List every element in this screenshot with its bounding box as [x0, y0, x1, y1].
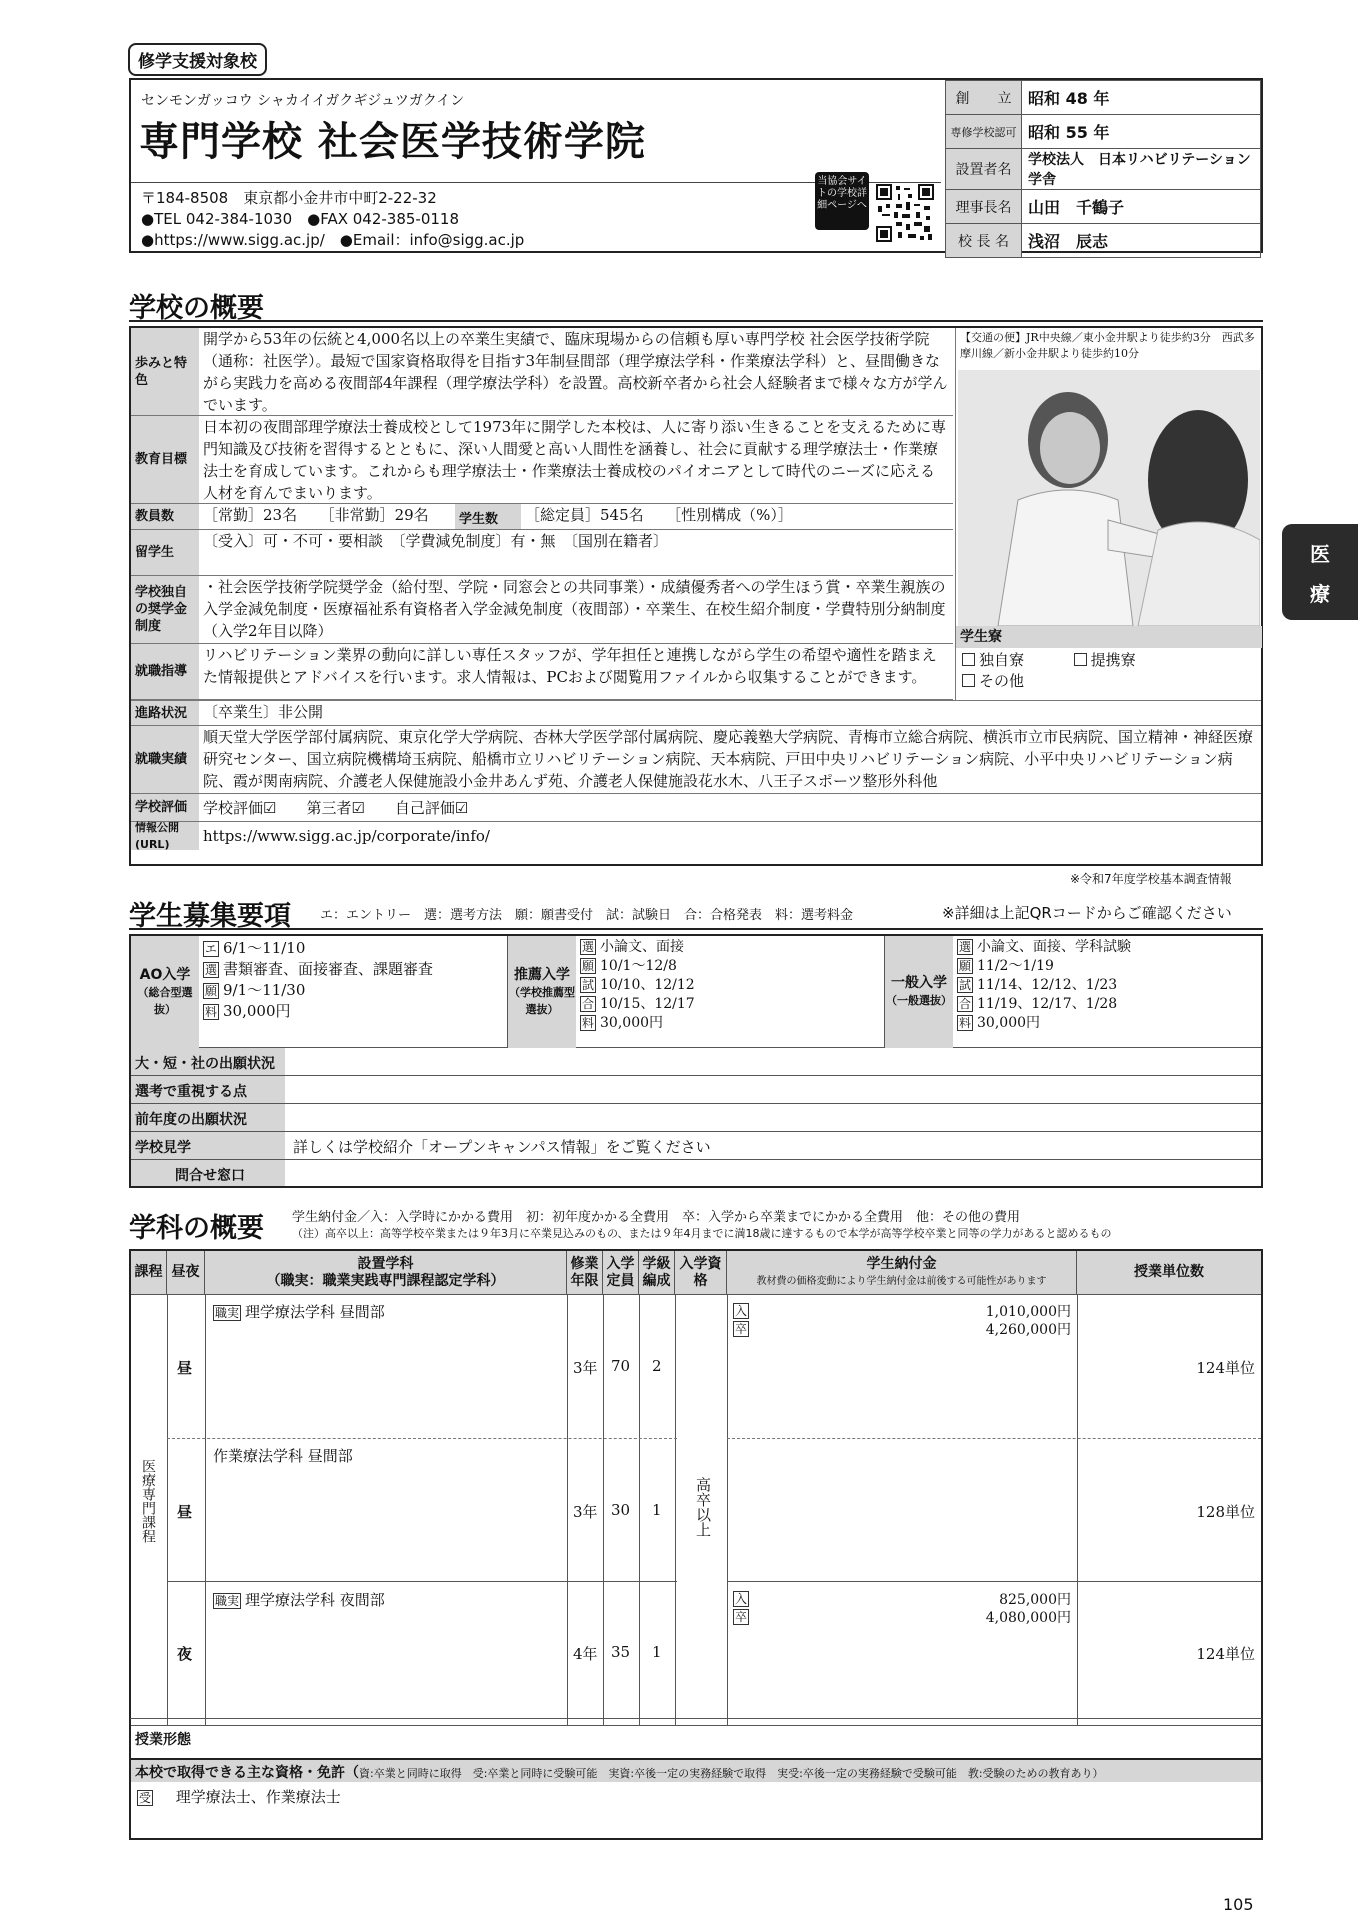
- result-tag: 合: [582, 997, 595, 1011]
- fee-in-tag: [733, 1589, 753, 1607]
- fee-total-label: 卒: [735, 1610, 748, 1624]
- overview-side: [955, 328, 1261, 700]
- units-value: 124単位: [1196, 1359, 1255, 1377]
- course-name: 医療専門課程: [140, 1459, 156, 1543]
- method-tag: 選: [582, 940, 595, 954]
- dorm-option: その他: [979, 672, 1025, 690]
- overview-row: [131, 794, 1261, 822]
- years-value: 3年: [573, 1359, 598, 1377]
- years-value: 3年: [573, 1503, 598, 1521]
- dept-heading: 学科の概要: [129, 1213, 264, 1244]
- vocational-tag: 職実: [215, 1306, 240, 1320]
- overview-value: 日本初の夜間部理学療法士養成校として1973年に開学した本校は、人に寄り添い生きることを支えるために専門知識及び技術を習得するとともに、深い人間愛と高い人間性を涵養し、社会に貢献する理学療法士・作業療法士を育成しています。これからも理学療法士・作業療法士養成校のパイオニアとして時代のニーズに応える人材を育んでまいります。: [203, 418, 947, 502]
- overview-row: [131, 726, 1261, 794]
- time-value: 昼: [177, 1503, 193, 1521]
- ippan-details: [957, 938, 1131, 1033]
- recruit-row-value: 詳しくは学校紹介「オープンキャンパス情報」をご覧ください: [293, 1138, 711, 1156]
- classes-value: 1: [652, 1501, 662, 1519]
- method-tag: 選: [205, 963, 218, 977]
- founded-label: 創 立: [946, 81, 1022, 115]
- overview-key: 情報公開(URL): [131, 822, 199, 850]
- fee-header: [727, 1251, 1077, 1295]
- ao-details: [203, 938, 433, 1022]
- ao-line: 6/1〜11/10: [223, 939, 306, 957]
- application-tag: 願: [582, 959, 595, 973]
- fee-total-value: 4,080,000円: [985, 1610, 1071, 1626]
- overview-row: [131, 644, 953, 700]
- dorm-option: 提携寮: [1090, 651, 1136, 669]
- application-tag: 願: [205, 984, 218, 998]
- support-badge: 修学支援対象校: [128, 43, 267, 76]
- qr-tag: 当協会サイトの学校詳細ページへ: [815, 172, 869, 230]
- principal-label: 校 長 名: [946, 224, 1022, 258]
- overview-value: ・社会医学技術学院奨学金（給付型、学院・同窓会との共同事業）・成績優秀者への学生ほう賞・卒業生親族の入学金減免制度・医療福祉系有資格者入学金減免制度（夜間部）・卒業生、在校生紹介制度・学費特別分納制度（入学2年目以降）: [203, 578, 946, 640]
- fee-in-value: 825,000円: [999, 1592, 1071, 1608]
- classes-value: 1: [652, 1643, 662, 1661]
- ippan-line: 30,000円: [977, 1015, 1041, 1031]
- ippan-label: [885, 936, 953, 1048]
- approved-value: 昭和 55 年: [1022, 115, 1261, 149]
- ippan-title: 一般入学: [891, 975, 947, 991]
- students-value: ［総定員］545名 ［性別構成（%）］: [525, 506, 793, 524]
- overview-key: 就職実績: [131, 726, 199, 793]
- result-tag: 合: [959, 997, 972, 1011]
- students-photo: [958, 370, 1260, 626]
- ao-line: 書類審査、面接審査、課題審査: [223, 960, 434, 978]
- capacity-value: 30: [611, 1501, 631, 1519]
- overview-row: [131, 504, 953, 530]
- overview-row: [131, 822, 1261, 850]
- tel-fax: ●TEL 042-384-1030 ●FAX 042-385-0118: [141, 210, 460, 228]
- overview-key: 歩みと特色: [131, 328, 199, 415]
- overview-table: [129, 326, 1263, 866]
- suisen-label: [508, 936, 576, 1048]
- qr-code-icon[interactable]: [876, 184, 934, 242]
- entry-tag: エ: [205, 942, 218, 956]
- school-kana: センモンガッコウ シャカイイガクギジュツガクイン: [141, 93, 465, 109]
- capacity-value: 35: [611, 1643, 631, 1661]
- school-header: [129, 78, 1263, 253]
- subject-cell: [213, 1301, 385, 1322]
- recruit-row-key: 大・短・社の出願状況: [131, 1048, 285, 1075]
- exam-tag: 試: [959, 978, 972, 992]
- overview-value: リハビリテーション業界の動向に詳しい専任スタッフが、学年担任と連携しながら学生の希望や適性を踏まえた情報提供とアドバイスを行います。求人情報は、PCおよび閲覧用ファイルから収集することができます。: [203, 646, 937, 686]
- time-header: 昼夜: [167, 1251, 205, 1295]
- chairman-value: 山田 千鶴子: [1022, 190, 1261, 224]
- recruit-row: [131, 1104, 1261, 1132]
- founded-value: 昭和 48 年: [1022, 81, 1261, 115]
- dorm-option: 独自寮: [979, 651, 1025, 669]
- address: 〒184-8508 東京都小金井市中町2-22-32: [141, 189, 437, 207]
- founder-label: 設置者名: [946, 149, 1022, 190]
- access-info: 【交通の便】JR中央線／東小金井駅より徒歩約3分 西武多摩川線／新小金井駅より徒歩約10分: [960, 331, 1255, 360]
- school-info-table: [945, 80, 1261, 258]
- suisen-details: [580, 938, 695, 1033]
- years-header: 修業年限: [567, 1251, 603, 1295]
- fee-in-label: 入: [735, 1304, 748, 1318]
- checkbox-icon: [962, 674, 975, 687]
- recruit-legend-note: ※詳細は上記QRコードからご確認ください: [942, 904, 1232, 922]
- units-header: 授業単位数: [1077, 1251, 1261, 1295]
- dorm-options: [962, 650, 1136, 692]
- recruit-methods: [131, 936, 1261, 1048]
- qualification-value: 高卒以上: [694, 1477, 712, 1537]
- subject-sub: （職実：職業実践専門課程認定学科）: [266, 1272, 505, 1289]
- license-legend: 資:卒業と同時に取得 受:卒業と同時に受験可能 実資:卒後一定の実務経験で取得 実受:卒後一定の実務経験で受験可能 教:受験のための教育あり）: [359, 1767, 1104, 1780]
- overview-row: [131, 700, 1261, 726]
- founder-value: 学校法人 日本リハビリテーション学舎: [1022, 149, 1261, 190]
- overview-row: [131, 530, 953, 576]
- disclosure-url[interactable]: https://www.sigg.ac.jp/corporate/info/: [203, 827, 490, 845]
- license-value: 理学療法士、作業療法士: [175, 1788, 341, 1806]
- overview-key: 進路状況: [131, 701, 199, 725]
- page-number: 105: [1223, 1895, 1254, 1914]
- dorm-label: 学生寮: [956, 626, 1262, 648]
- time-value: 昼: [177, 1359, 193, 1377]
- fee-tag: 料: [582, 1016, 595, 1030]
- ippan-line: 11/19、12/17、1/28: [977, 996, 1118, 1012]
- subject-name: 理学療法学科 昼間部: [245, 1303, 385, 1321]
- ao-label: [131, 936, 199, 1048]
- ippan-line: 11/14、12/12、1/23: [977, 977, 1118, 993]
- years-value: 4年: [573, 1645, 598, 1663]
- school-contact: [141, 188, 524, 251]
- course-header: 課程: [131, 1251, 167, 1295]
- overview-key: 留学生: [131, 530, 199, 575]
- fee-in-label: 入: [735, 1592, 748, 1606]
- overview-value: 〔受入〕可・不可・要相談 〔学費減免制度〕有・無 〔国別在籍者〕: [203, 532, 669, 550]
- fee-total-label: 卒: [735, 1322, 748, 1336]
- exam-tag: 試: [582, 978, 595, 992]
- fee-title: 学生納付金: [866, 1255, 937, 1272]
- qualification-header: 入学資格: [675, 1251, 727, 1295]
- dept-table: [129, 1249, 1263, 1765]
- suisen-line: 小論文、面接: [600, 939, 685, 955]
- fee-total-tag: [733, 1319, 753, 1337]
- dept-legend: 学生納付金／入：入学時にかかる費用 初：初年度かかる全費用 卒：入学から卒業までにかかる全費用 他：その他の費用: [292, 1210, 1021, 1225]
- overview-row: [131, 416, 953, 504]
- overview-key: 教員数: [131, 504, 199, 529]
- recruit-row: [131, 1048, 1261, 1076]
- fee-sub: 教材費の価格変動により学生納付金は前後する可能性があります: [756, 1275, 1047, 1287]
- method-tag: 選: [959, 940, 972, 954]
- category-tab-char: 医: [1310, 542, 1330, 566]
- recruit-table: [129, 934, 1263, 1188]
- overview-key: 教育目標: [131, 416, 199, 503]
- overview-value: 開学から53年の伝統と4,000名以上の卒業生実績で、臨床現場からの信頼も厚い専門学校 社会医学技術学院（通称：社医学）。最短で国家資格取得を目指す3年制昼間部（理学療法学科・作業療法学科）と、昼間働きながら実践力を高める夜間部4年課程（理学療法学科）を設置。高校新卒者から社会人経験者まで様々な方が学んでいます。: [203, 330, 948, 414]
- overview-value: ［常勤］23名 ［非常勤］29名: [203, 506, 429, 524]
- category-tab[interactable]: [1282, 524, 1358, 620]
- ao-line: 9/1〜11/30: [223, 981, 306, 999]
- chairman-label: 理事長名: [946, 190, 1022, 224]
- approved-label: 専修学校認可: [946, 115, 1022, 149]
- web-email[interactable]: ●https://www.sigg.ac.jp/ ●Email：info@sigg.ac.jp: [141, 231, 525, 249]
- time-value: 夜: [177, 1645, 193, 1663]
- dept-note: （注）高卒以上：高等学校卒業または９年3月に卒業見込みのもの、または９年4月までに満18歳に達するもので本学が高等学校卒業と同等の学力があると認めるもの: [292, 1227, 1112, 1240]
- classes-header: 学級編成: [639, 1251, 675, 1295]
- recruit-heading: 学生募集要項: [129, 901, 291, 932]
- subject-header: [205, 1251, 567, 1295]
- license-header: [131, 1760, 1261, 1782]
- overview-row: [131, 328, 953, 416]
- fee-in-tag: [733, 1301, 753, 1319]
- class-form-label: 授業形態: [135, 1732, 191, 1748]
- recruit-legend: エ：エントリー 選：選考方法 願：願書受付 試：試験日 合：合格発表 料：選考料金: [320, 908, 854, 923]
- school-title: 専門学校 社会医学技術学院: [139, 119, 646, 165]
- subject-name: 理学療法学科 夜間部: [245, 1591, 385, 1609]
- checkbox-icon: [1074, 653, 1087, 666]
- overview-key: 学校独自の奨学金制度: [131, 576, 199, 643]
- category-tab-char: 療: [1310, 582, 1330, 606]
- fee-in-value: 1,010,000円: [985, 1304, 1071, 1320]
- ippan-sub: （一般選抜）: [886, 994, 952, 1007]
- ippan-line: 小論文、面接、学科試験: [977, 939, 1132, 955]
- recruit-row-key: 前年度の出願状況: [131, 1104, 285, 1131]
- vocational-tag: 職実: [215, 1594, 240, 1608]
- license-tag: 受: [139, 1791, 152, 1805]
- ao-sub: （総合型選抜）: [137, 985, 193, 1016]
- units-value: 128単位: [1196, 1503, 1255, 1521]
- recruit-row-key: 問合せ窓口: [131, 1160, 285, 1186]
- subject-cell: [213, 1445, 353, 1466]
- classes-value: 2: [652, 1357, 662, 1375]
- suisen-line: 30,000円: [600, 1015, 664, 1031]
- overview-key: 学校評価: [131, 794, 199, 821]
- license-value-row: [137, 1786, 341, 1807]
- application-tag: 願: [959, 959, 972, 973]
- capacity-header: 入学定員: [603, 1251, 639, 1295]
- overview-row: [131, 576, 953, 644]
- license-title: 本校で取得できる主な資格・免許（: [135, 1765, 359, 1781]
- recruit-row: [131, 1160, 1261, 1186]
- fee-total-tag: [733, 1607, 753, 1625]
- checkbox-icon: [962, 653, 975, 666]
- recruit-row-key: 選考で重視する点: [131, 1076, 285, 1103]
- subject-title: 設置学科: [357, 1255, 414, 1272]
- overview-value: 順天堂大学医学部付属病院、東京化学大学病院、杏林大学医学部付属病院、慶応義塾大学病院、青梅市立総合病院、横浜市立市民病院、国立精神・神経医療研究センター、国立病院機構埼玉病院、船橋市立リハビリテーション病院、天本病院、戸田中央リハビリテーション病院、小平中央リハビリテーション病院、霞が関南病院、介護老人保健施設小金井あんず苑、介護老人保健施設花水木、八王子スポーツ整形外科他: [203, 728, 1254, 790]
- overview-value: 学校評価☑ 第三者☑ 自己評価☑: [203, 799, 469, 817]
- recruit-row: [131, 1076, 1261, 1104]
- recruit-row-key: 学校見学: [131, 1132, 285, 1159]
- principal-value: 浅沼 辰志: [1022, 224, 1261, 258]
- fee-tag: 料: [205, 1005, 218, 1019]
- suisen-sub: （学校推薦型選抜）: [509, 985, 575, 1016]
- survey-note: ※令和7年度学校基本調査情報: [1070, 872, 1232, 886]
- ippan-line: 11/2〜1/19: [977, 958, 1054, 974]
- capacity-value: 70: [611, 1357, 631, 1375]
- suisen-line: 10/1〜12/8: [600, 958, 677, 974]
- fee-total-value: 4,260,000円: [985, 1322, 1071, 1338]
- recruit-row: [131, 1132, 1261, 1160]
- suisen-line: 10/10、12/12: [600, 977, 695, 993]
- suisen-title: 推薦入学: [514, 966, 570, 983]
- ao-title: AO入学: [139, 966, 191, 983]
- overview-value: 〔卒業生〕非公開: [203, 703, 324, 721]
- overview-key: 就職指導: [131, 644, 199, 699]
- ao-line: 30,000円: [223, 1002, 291, 1020]
- units-value: 124単位: [1196, 1645, 1255, 1663]
- overview-heading: 学校の概要: [129, 293, 264, 324]
- suisen-line: 10/15、12/17: [600, 996, 695, 1012]
- subject-name: 作業療法学科 昼間部: [213, 1447, 353, 1465]
- subject-cell: [213, 1589, 385, 1610]
- class-form-row: [129, 1718, 1263, 1760]
- license-section: [129, 1760, 1263, 1840]
- fee-tag: 料: [959, 1016, 972, 1030]
- students-label: 学生数: [455, 504, 521, 529]
